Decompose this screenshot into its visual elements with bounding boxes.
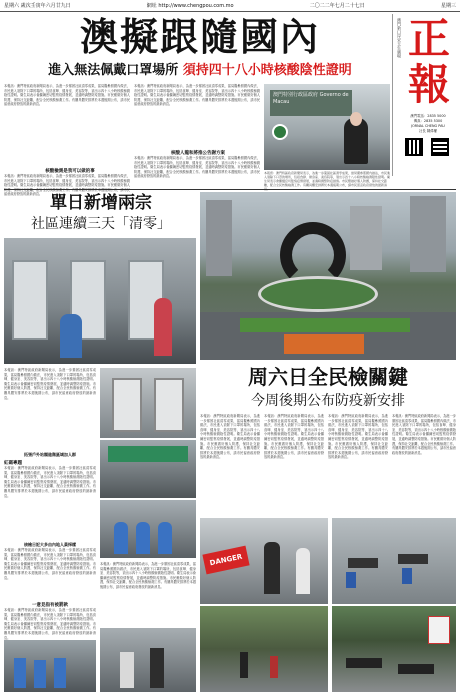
tent-icon [108,446,188,462]
worker-figure [136,522,150,554]
speaker-face [350,112,362,126]
worker-figure [54,658,66,688]
story3-text-1: 本報訊：澳門特區政府新聞局表示，為進一步鞏固社區清零成果，當局擬參照國內做法，市民進入須除下口罩的場所，包括食肆、健身室、美容院等，須出示四十八小時核酸檢測陰性證明。衛生局表示會繼續密切監察疫情發展，並適時調整防疫措施。市民應做好個人防護，保持社交距離，配合全民核酸檢測工作。有關具體安排將於本週後期公布，請市民留意政府發放的最新消息。 [200,414,260,460]
chair [402,568,412,584]
photo-medical-staff [100,500,196,558]
photo-queue [100,440,196,498]
qr-code-icon [431,138,449,156]
masthead-info-line: 傳真：2835 5300 [413,119,443,123]
top-bar [0,0,460,12]
person-figure [154,298,172,356]
story3-title: 周六日全民檢關鍵 [248,365,408,389]
qr-code-icon [405,138,423,156]
lead-story-text-1: 本報訊：澳門特區政府新聞局表示，為進一步鞏固社區清零成果，當局擬參照國內做法，市民進入須除下口罩的場所，包括食肆、健身室、美容院等，須出示四十八小時核酸檢測陰性證明。衛生局表示會繼續密切監察疫情發展，並適時調整防疫措施。市民應做好個人防護，保持社交距離，配合全民核酸檢測工作。有關具體安排將於本週後期公布，請市民留意政府發放的最新消息。 [4,84,130,107]
photo-dining-area [332,518,456,604]
worker-figure [60,314,82,358]
lead-photo-caption: 本報訊：澳門特區政府新聞局表示，為進一步鞏固社區清零成果，當局擬參照國內做法，市民進入須除下口罩的場所，包括食肆、健身室、美容院等，須出示四十八小時核酸檢測陰性證明。衛生局表示會繼續密切監察疫情發展，並適時調整防疫措施。市民應做好個人防護，保持社交距離，配合全民核酸檢測工作。有關具體安排將於本週後期公布，請市民留意政府發放的最新消 [264,171,391,187]
photo-crowd [4,640,96,692]
person-figure [296,548,310,594]
tower-block [206,200,232,276]
photo-danger-sign [200,518,328,604]
subhead-b: 核酸檢測是我可以做的事 [45,169,95,174]
mid-text: 本報訊：澳門特區政府新聞局表示，為進一步鞏固社區清零成果，當局擬參照國內做法，市民進入須除下口罩的場所，包括食肆、健身室、美容院等，須出示四十八小時核酸檢測陰性證明。衛生局表示會繼續密切監察疫情發展，並適時調整防疫措施。市民應做好個人防護，保持社交距離，配合全民核酸檢測工作。有關具體安排將於本週後期公布，請市民留意政府發放的最新消息。 [100,562,196,589]
booth [12,260,48,340]
tower-block [350,206,382,270]
building-orange [284,334,364,354]
photo-aerial-roundabout [200,192,456,360]
danger-sign [202,546,249,575]
masthead-logo-2: 報 [407,60,450,109]
subhead-d: 核檢日記大多由內地人員採樣 [24,542,76,547]
subhead-f: 拓張戶外站額進階區域加人群 [24,452,76,457]
government-sign-text: 澳門特別行政區政府 Governo de Macau [273,92,349,105]
danger-sign-text: DANGER [209,552,243,568]
website-url[interactable]: 網址 http://www.chengpou.com.mo [146,3,234,9]
subtitle-black: 進入無法佩戴口罩場所 [48,63,179,78]
emblem-icon [272,124,288,140]
worker-figure [34,660,46,688]
person-figure [240,652,248,678]
subhead-c: 紅碼專題 [4,461,22,466]
masthead-side-text: 澳門新口岸宋玉生廣場 [397,18,402,58]
person-figure [150,648,164,688]
masthead-info [401,114,455,174]
worker-figure [114,522,128,554]
masthead [392,14,456,176]
lead-story-text-1b: 本報訊：澳門特區政府新聞局表示，為進一步鞏固社區清零成果，當局擬參照國內做法，市民進入須除下口罩的場所，包括食肆、健身室、美容院等，須出示四十八小時核酸檢測陰性證明。衛生局表示會繼續密切監察疫情發展，並適時調整防疫措施。市民應做好個人 留意政府發放的最新消息。 [4,174,130,197]
subhead-a: 核酸人龍和將推公告謝方案 [171,151,225,156]
story3-text-2: 本報訊：澳門特區政府新聞局表示，為進一步鞏固社區清零成果，當局擬參照國內做法，市民進入須除下口罩的場所，包括食肆、健身室、美容院等，須出示四十八小時核酸檢測陰性證明。衛生局表示會繼續密切監察疫情發展，並適時調整防疫措施。市民應做好個人防護，保持社交距離，配合全民核酸檢測工作。有關具體安排將於本週後期公布，請市民留意政府發放的最新消息。 [264,414,324,460]
masthead-info-line: JORNAL CHENG PAU [411,124,445,128]
booth [112,378,142,432]
hedge [240,318,410,332]
headline-subtitle [8,62,392,80]
table [346,658,382,668]
story2-subtitle: 社區連續三天「清零」 [31,216,171,232]
masthead-info-line: 澳門電話：2835 5000 [410,114,446,118]
table [398,554,428,564]
lead-story-text-2: 本報訊：澳門特區政府新聞局表示，為進一步鞏固社區清零成果，當局擬參照國內做法，市民進入須除下口罩的場所，包括食肆、健身室、美容院等，須出示四十八小時核酸檢測陰性證明。衛生局表示會繼續密切監察疫情發展，並適時調整防疫措施。市民應做好個人防護，保持社交距離，配合全民核酸檢測工作。有關具體安排將於本週後期公布，請市民留意政府發放的最新消息。 [134,84,260,107]
photo-empty-tables [332,606,456,692]
government-sign [270,90,352,116]
masthead-logo-1: 正 [407,14,450,63]
story3-subtitle: 今周後期公布防疫新安排 [251,393,405,409]
chair [346,572,356,588]
booth [154,378,184,432]
subtitle-red: 須持四十八小時核酸陰性證明 [182,63,352,78]
person-figure [264,542,280,594]
roundabout [258,276,378,312]
story3-text-3: 本報訊：澳門特區政府新聞局表示，為進一步鞏固社區清零成果，當局擬參照國內做法，市民進入須除下口罩的場所，包括食肆、健身室、美容院等，須出示四十八小時核酸檢測陰性證明。衛生局表示會繼續密切監察疫情發展，並適時調整防疫措施。市民應做好個人防護，保持社交距離，配合全民核酸檢測工作。有關具體安排將於本週後期公布，請市民留意政府發放的最新消息。 [328,414,388,460]
notice-board [428,616,450,644]
masthead-info-line: 社長 陳偉權 [418,129,438,133]
table [398,664,434,674]
story2-title: 單日新增兩宗 [50,193,152,213]
weekday: 星期三 [440,3,456,9]
worker-figure [158,522,172,554]
story2-text-2: 本報訊：澳門特區政府新聞局表示，為進一步鞏固社區清零成果，當局擬參照國內做法，市民進入須除下口罩的場所，包括食肆、健身室、美容院等，須出示四十八小時核酸檢測陰性證明。衛生局表示會繼續密切監察疫情發展，並適時調整防疫措施。市民應做好個人防護，保持社交距離，配合全民核酸檢測工作。有關具體安排將於本週後期公布，請市民留意政府發放的最新消息。 [4,466,96,498]
main-headline: 澳擬跟隨國內 [79,14,320,59]
story2-text-4: 本報訊：澳門特區政府新聞局表示，為進一步鞏固社區清零成果，當局擬參照國內做法，市民進入須除下口罩的場所，包括食肆、健身室、美容院等，須出示四十八小時核酸檢測陰性證明。衛生局表示會繼續密切監察疫情發展，並適時調整防疫措施。市民應做好個人防護，保持社交距離，配合全民核酸檢測工作。有關具體安排將於本週後期公布，請市民留意政府發放的最新消息。 [4,608,96,640]
story2-text-3: 本報訊：澳門特區政府新聞局表示，為進一步鞏固社區清零成果，當局擬參照國內做法，市民進入須除下口罩的場所，包括食肆、健身室、美容院等，須出示四十八小時核酸檢測陰性證明。衛生局表示會繼續密切監察疫情發展，並適時調整防疫措施。市民應做好個人防護，保持社交距離，配合全民核酸檢測工作。有關具體安排將於本週後期公布，請市民留意政府發放的最新消息。 [4,548,96,580]
photo-testing-booths [4,238,196,364]
lead-story-text-3: 本報訊：澳門特區政府新聞局表示，為進一步鞏固社區清零成果，當局擬參照國內做法，市民進入須除下口罩的場所，包括食肆、健身室、美容院等，須出示四十八小時核酸檢測陰性證明。衛生局表示會繼續密切監察疫情發展，並適時調整防疫措施。市民應做好個人防護，保持社交距離，配合全民核酸檢測工作。有關具體安排將於本週後期公布，請市民留意政府發放的最新消息。 [134,156,260,179]
tower-block [410,196,446,272]
subhead-e: 一意見指有被罰款 [32,603,68,608]
photo-residents [100,628,196,692]
section-divider [4,189,456,190]
person-figure [120,652,134,688]
lunar-date: 星期六 歲次壬寅年六月廿九日 [4,3,71,9]
photo-street [200,606,328,692]
worker-figure [14,658,26,688]
story3-text-4: 本報訊：澳門特區政府新聞局表示，為進一步鞏固社區清零成果，當局擬參照國內做法，市民進入須除下口罩的場所，包括食肆、健身室、美容院等，須出示四十八小時核酸檢測陰性證明。衛生局表示會繼續密切監察疫情發展，並適時調整防疫措施。市民應做好個人防護，保持社交距離，配合全民核酸檢測工作。有關具體安排將於本週後期公布，請市民留意政府發放的最新消息。 [392,414,456,455]
issue-date: 二〇二二年七月二十七日 [309,3,365,9]
photo-booth-closeup [100,368,196,438]
story2-text: 本報訊：澳門特區政府新聞局表示，為進一步鞏固社區清零成果，當局擬參照國內做法，市民進入須除下口罩的場所，包括食肆、健身室、美容院等，須出示四十八小時核酸檢測陰性證明。衛生局表示會繼續密切監察疫情發展，並適時調整防疫措施。市民應做好個人防護，保持社交距離，配合全民核酸檢測工作。有關具體安排將於本週後期公布，請市民留意政府發放的最新消息。 [4,368,96,400]
table [348,558,378,568]
person-figure [270,656,278,678]
lead-photo-government [264,84,390,170]
